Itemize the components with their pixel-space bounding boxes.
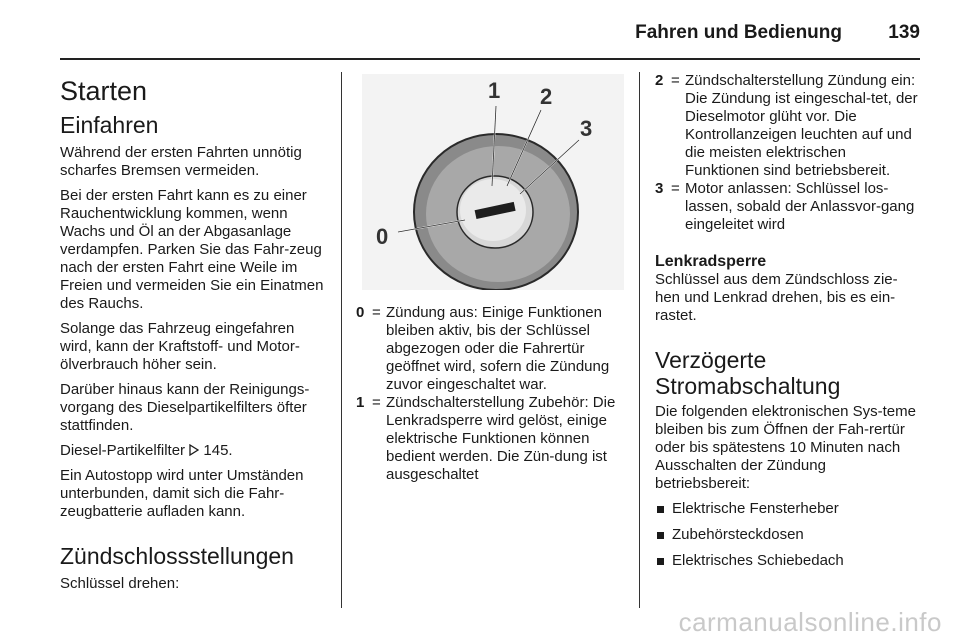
section-title-starten: Starten <box>60 76 148 106</box>
heading-zuendschlossstellungen: Zündschlossstellungen <box>60 543 294 569</box>
paragraph: Bei der ersten Fahrt kann es zu einer Rauchentwicklung kommen, wenn Wachs und Öl an der Abgasanlage verdampfen. Parken Sie das Fahr-zeug nach der ersten Fahrt eine Weile im Freien und vermeiden Sie ein Einatmen des Rauchs. <box>60 187 324 312</box>
column-1 <box>60 72 326 600</box>
reference-page: 145. <box>203 442 233 459</box>
position-number: 3 <box>655 180 664 197</box>
paragraph: Solange das Fahrzeug eingefahren wird, kann der Kraftstoff- und Motor-ölverbrauch höher sein. <box>60 320 300 373</box>
list-item <box>655 500 921 518</box>
figure-label: 3 <box>580 116 593 141</box>
figure-label: 0 <box>376 224 389 249</box>
heading-line: Verzögerte <box>655 347 767 373</box>
position-description: Zündschalterstellung Zündung ein: Die Zündung ist eingeschal-tet, der Dieselmotor glüht vor. Die Kontrollanzeigen leuchten auf und die meisten elektrischen Funktionen sind betriebsbereit. <box>685 72 918 179</box>
watermark: carmanualsonline.info <box>678 607 942 637</box>
equals-sign: = <box>372 304 381 321</box>
bullet-text: Zubehörsteckdosen <box>672 526 804 543</box>
position-description: Zündung aus: Einige Funktionen bleiben aktiv, bis der Schlüssel abgezogen oder die Fahrertür geöffnet wird, sofern die Zündung zuvor eingeschaltet war. <box>386 304 610 393</box>
list-item <box>655 72 921 180</box>
position-number: 1 <box>356 394 365 411</box>
heading-einfahren: Einfahren <box>60 112 159 138</box>
position-number: 0 <box>356 304 365 321</box>
list-item <box>356 304 624 394</box>
paragraph: Die folgenden elektronischen Sys-teme bleiben bis zum Öffnen der Fah-rertür oder bis spätestens 10 Minuten nach Ausschalten der Zündung betriebsbereit: <box>655 403 916 492</box>
list-item <box>655 180 921 234</box>
page-ref-arrow-icon <box>189 442 203 459</box>
bullet-square-icon <box>657 558 664 565</box>
figure-label: 1 <box>488 78 501 103</box>
heading-lenkradsperre: Lenkradsperre <box>655 253 767 270</box>
list-item <box>655 552 921 570</box>
figure-label: 2 <box>540 84 553 109</box>
equals-sign: = <box>671 180 680 197</box>
paragraph: Schlüssel aus dem Zündschloss zie-hen und Lenkrad drehen, bis es ein-rastet. <box>655 271 898 324</box>
paragraph: Schlüssel drehen: <box>60 575 180 592</box>
paragraph: Ein Autostopp wird unter Umständen unterbunden, damit sich die Fahr-zeugbatterie aufladen kann. <box>60 467 304 520</box>
ignition-lock-illustration <box>362 74 624 290</box>
bullet-square-icon <box>657 532 664 539</box>
header-rule <box>60 58 920 60</box>
position-description: Zündschalterstellung Zubehör: Die Lenkradsperre wird gelöst, einige elektrische Funktionen können bedient werden. Die Zün-dung ist ausgeschaltet <box>386 394 616 483</box>
ignition-positions-list-a <box>356 304 624 484</box>
list-item <box>655 526 921 544</box>
heading-verzoegerte-stromabschaltung <box>655 347 921 399</box>
bullet-text: Elektrisches Schiebedach <box>672 552 844 569</box>
equals-sign: = <box>671 72 680 89</box>
paragraph: Darüber hinaus kann der Reinigungs-vorgang des Dieselpartikelfilters öfter stattfinden. <box>60 381 310 434</box>
position-number: 2 <box>655 72 664 89</box>
bullet-text: Elektrische Fensterheber <box>672 500 839 517</box>
reference-text: Diesel-Partikelfilter <box>60 442 186 459</box>
page-number: 139 <box>888 22 920 43</box>
column-3 <box>655 72 921 578</box>
equals-sign: = <box>372 394 381 411</box>
bullet-square-icon <box>657 506 664 513</box>
position-description: Motor anlassen: Schlüssel los-lassen, sobald der Anlassvor-gang eingeleitet wird <box>685 180 915 233</box>
cross-reference <box>60 442 326 460</box>
column-divider-1 <box>341 72 342 608</box>
header-title: Fahren und Bedienung <box>635 22 842 43</box>
bullet-list <box>655 500 921 570</box>
page-header <box>60 18 920 56</box>
paragraph: Während der ersten Fahrten unnötig scharfes Bremsen vermeiden. <box>60 144 302 179</box>
heading-line: Stromabschaltung <box>655 373 841 399</box>
list-item <box>356 394 624 484</box>
column-divider-2 <box>639 72 640 608</box>
ignition-positions-list-b <box>655 72 921 234</box>
